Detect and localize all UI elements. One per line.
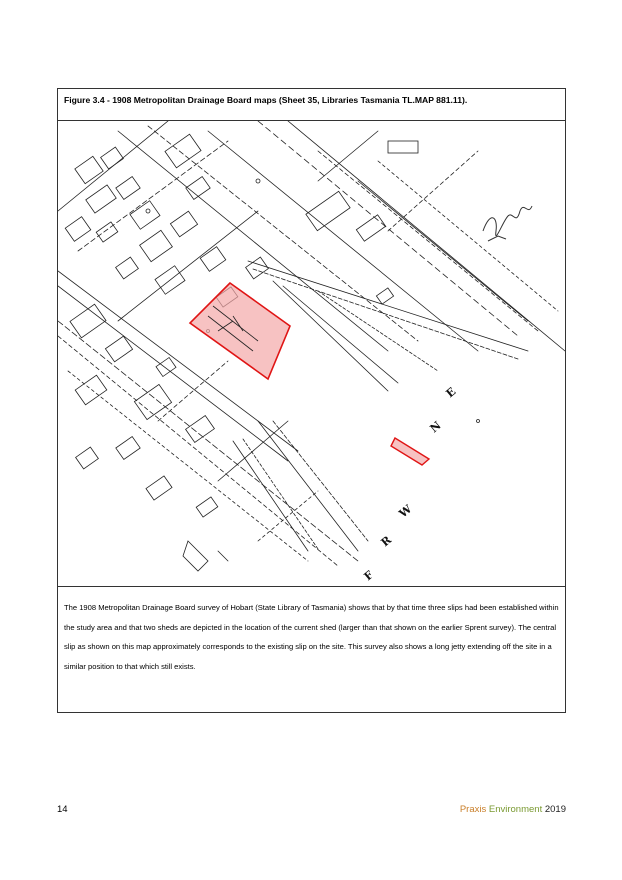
footer-brand: [460, 804, 566, 815]
study-area-highlight: [190, 283, 290, 379]
map-letter-w: W: [396, 502, 415, 521]
jetty-highlight: [391, 438, 429, 465]
figure-description: The 1908 Metropolitan Drainage Board survey of Hobart (State Library of Tasmania) shows that by that time three slips had been established within the study area and that two sheds are depicted in the location of the current shed (larger than that shown on the earlier Sprent survey). The central slip as shown on this map approximately corresponds to the existing slip on the site. This survey also shows a long jetty extending off the site in a similar position to that which still exists.: [64, 603, 559, 671]
map-signature-icon: [483, 206, 532, 241]
map-letter-n: N: [427, 418, 444, 436]
map-letter-e: E: [443, 384, 459, 401]
brand-environment: Environment: [488, 804, 543, 815]
map-letter-r: R: [378, 533, 394, 550]
footer-year: 2019: [544, 804, 566, 815]
page-number: 14: [57, 804, 68, 815]
figure-frame: [57, 88, 566, 713]
drainage-board-map-image: [58, 121, 565, 587]
figure-caption: Figure 3.4 - 1908 Metropolitan Drainage Board maps (Sheet 35, Libraries Tasmania TL.MAP 881.11).: [58, 89, 565, 121]
map-letter-f: F: [361, 568, 376, 584]
historic-map: [58, 121, 565, 587]
brand-praxis: Praxis: [459, 804, 487, 815]
